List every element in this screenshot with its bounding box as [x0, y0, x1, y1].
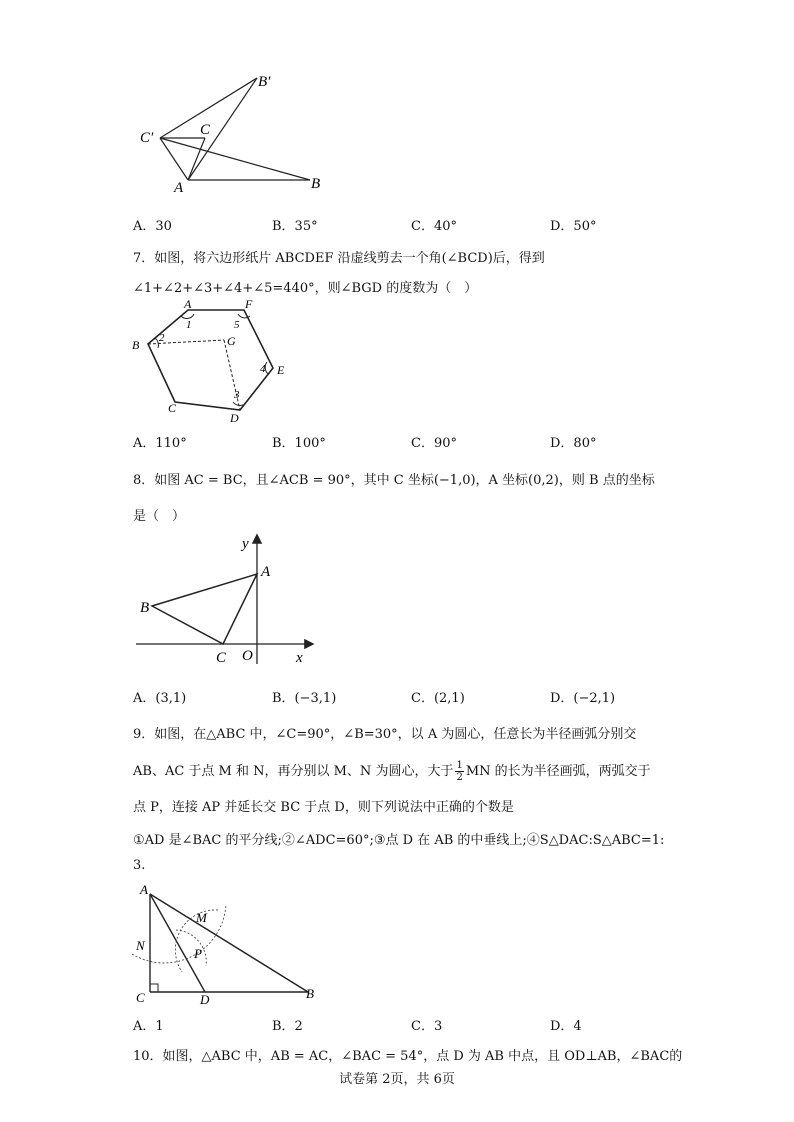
q7-line2: ∠1+∠2+∠3+∠4+∠5=440°，则∠BGD 的度数为（ ）	[133, 281, 478, 296]
q6-option-a: A．30	[133, 219, 172, 234]
q7-option-d: D．80°	[550, 436, 597, 451]
q6-option-b: B．35°	[272, 219, 318, 234]
label-c-prime: C′	[140, 130, 154, 146]
label-b: B	[132, 338, 140, 352]
q6-option-c: C．40°	[411, 219, 457, 234]
q9-fraction	[455, 760, 463, 783]
q9-line1: 9．如图，在△ABC 中，∠C=90°，∠B=30°，以 A 为圆心，任意长为半径画弧分别交	[133, 727, 637, 742]
label-o: O	[242, 648, 253, 664]
label-a: A	[261, 564, 271, 580]
label-b: B	[306, 986, 314, 1001]
label-d: D	[200, 992, 210, 1007]
label-a: A	[174, 180, 184, 196]
q8-line1: 8．如图 AC = BC，且∠ACB = 90°，其中 C 坐标(−1,0)，A 坐标(0,2)，则 B 点的坐标	[133, 473, 655, 488]
q9-line2	[133, 760, 651, 783]
q9-line5: 3.	[133, 858, 146, 873]
q9-line2-start: AB、AC 于点 M 和 N，再分别以 M、N 为圆心，大于	[133, 764, 454, 779]
angle-label-4: 4	[260, 363, 266, 375]
q9-option-d: D．4	[550, 1019, 582, 1034]
q8-line2: 是（ ）	[133, 509, 186, 524]
label-b: B	[140, 600, 150, 616]
q8-option-d: D．(−2,1)	[550, 691, 616, 706]
q7-option-a: A．110°	[133, 436, 187, 451]
label-c: C	[168, 401, 177, 415]
q9-line4: ①AD 是∠BAC 的平分线;②∠ADC=60°;③点 D 在 AB 的中垂线上;④S△DAC:S△ABC=1:	[133, 833, 665, 848]
q9-option-b: B．2	[272, 1019, 303, 1034]
label-b-prime: B′	[258, 74, 271, 90]
q7-line1: 7．如图，将六边形纸片 ABCDEF 沿虚线剪去一个角(∠BCD)后，得到	[133, 251, 545, 266]
label-d: D	[230, 411, 239, 425]
label-y: y	[242, 536, 249, 552]
q6-option-d: D．50°	[550, 219, 597, 234]
q7-option-b: B．100°	[272, 436, 326, 451]
label-c: C	[200, 122, 211, 138]
label-g: G	[227, 334, 236, 348]
q8-option-c: C．(2,1)	[411, 691, 465, 706]
q9-line2-end: MN 的长为半径画弧，两弧交于	[465, 764, 651, 779]
label-f: F	[245, 298, 253, 311]
page-footer: 试卷第 2页，共 6页	[339, 1072, 455, 1087]
q7-option-c: C．90°	[411, 436, 457, 451]
label-p: P	[194, 946, 202, 961]
q8-option-a: A．(3,1)	[133, 691, 187, 706]
q9-fraction-denominator: 2	[456, 772, 463, 783]
q9-option-a: A．1	[133, 1019, 164, 1034]
label-x: x	[296, 650, 303, 666]
q10-line1: 10．如图，△ABC 中，AB = AC，∠BAC = 54°，点 D 为 AB 中点，且 OD⊥AB，∠BAC的	[133, 1049, 683, 1064]
q9-figure	[130, 880, 330, 1010]
label-c: C	[216, 650, 227, 666]
label-a: A	[140, 882, 148, 897]
angle-label-3: 3	[234, 389, 240, 401]
angle-label-2: 2	[159, 332, 165, 344]
label-n: N	[136, 938, 145, 953]
label-m: M	[196, 910, 207, 925]
angle-label-5: 5	[234, 319, 240, 331]
label-b: B	[311, 176, 321, 192]
label-a: A	[184, 298, 192, 311]
label-c: C	[136, 990, 145, 1005]
q9-option-c: C．3	[411, 1019, 443, 1034]
angle-label-1: 1	[186, 319, 192, 331]
label-e: E	[277, 363, 285, 377]
q8-figure	[130, 530, 320, 670]
q6-figure	[130, 62, 340, 197]
q9-fraction-numerator: 1	[456, 760, 463, 771]
q7-figure	[128, 298, 298, 428]
q9-line3: 点 P，连接 AP 并延长交 BC 于点 D，则下列说法中正确的个数是	[133, 800, 514, 815]
q8-option-b: B．(−3,1)	[272, 691, 337, 706]
